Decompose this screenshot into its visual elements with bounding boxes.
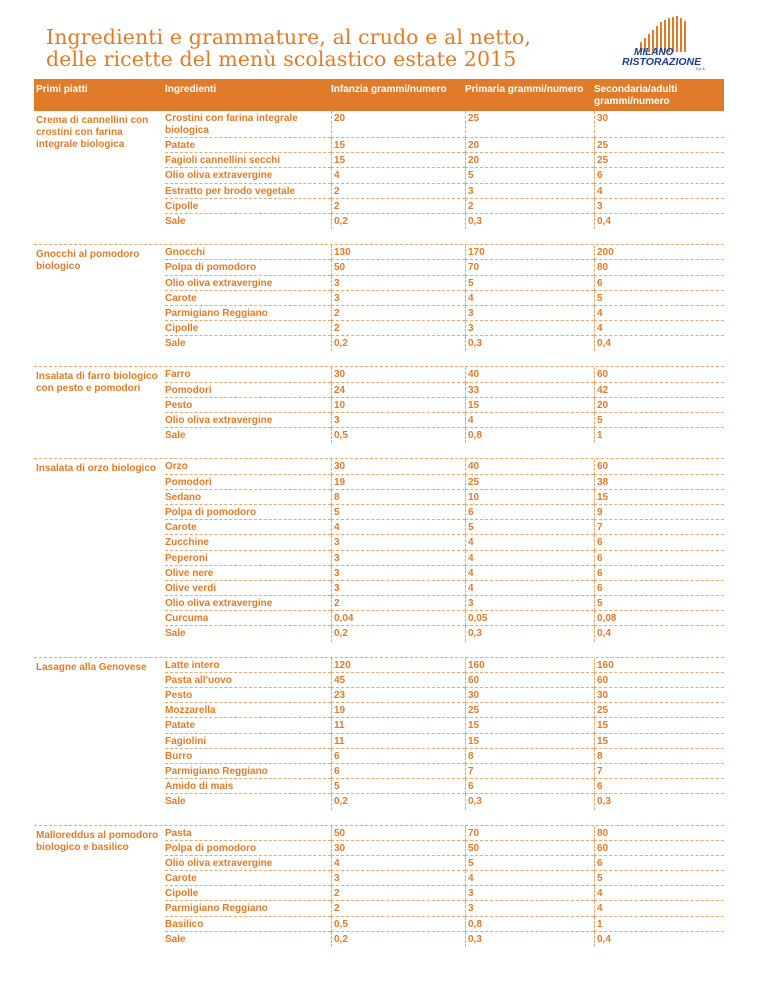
dish-name: Gnocchi al pomodoro biologico xyxy=(36,249,140,273)
primaria-value: 40 xyxy=(465,367,594,382)
ingredient-name: Cipolle xyxy=(165,199,331,214)
primaria-value: 4 xyxy=(465,413,594,428)
ingredient-name: Patate xyxy=(165,718,331,733)
secondaria-value: 25 xyxy=(594,153,724,168)
secondaria-value: 38 xyxy=(594,475,724,490)
table-row xyxy=(165,826,724,841)
table-header xyxy=(34,79,724,111)
primaria-value: 4 xyxy=(465,551,594,566)
dish-group xyxy=(34,826,724,948)
infanzia-value: 130 xyxy=(331,245,465,260)
primaria-value: 0,3 xyxy=(465,932,594,947)
ingredient-name: Pasta xyxy=(165,826,331,841)
primaria-value: 20 xyxy=(465,153,594,168)
table-row xyxy=(165,901,724,916)
infanzia-value: 50 xyxy=(331,826,465,841)
ingredient-name: Sedano xyxy=(165,490,331,505)
table-row xyxy=(165,321,724,336)
table-row xyxy=(165,367,724,382)
infanzia-value: 3 xyxy=(331,551,465,566)
primaria-value: 40 xyxy=(465,459,594,474)
table-row xyxy=(165,306,724,321)
infanzia-value: 3 xyxy=(331,566,465,581)
infanzia-value: 15 xyxy=(331,153,465,168)
infanzia-value: 2 xyxy=(331,184,465,199)
secondaria-value: 0,4 xyxy=(594,932,724,947)
secondaria-value: 6 xyxy=(594,856,724,871)
ingredient-name: Pesto xyxy=(165,688,331,703)
primaria-value: 0,3 xyxy=(465,794,594,809)
page-title xyxy=(46,26,566,70)
secondaria-value: 0,08 xyxy=(594,611,724,626)
infanzia-value: 0,2 xyxy=(331,932,465,947)
secondaria-value: 6 xyxy=(594,535,724,550)
primaria-value: 60 xyxy=(465,673,594,688)
table-row xyxy=(165,520,724,535)
infanzia-value: 20 xyxy=(331,111,465,138)
primaria-value: 5 xyxy=(465,276,594,291)
ingredient-name: Olio oliva extravergine xyxy=(165,168,331,183)
table-row xyxy=(165,917,724,932)
infanzia-value: 0,2 xyxy=(331,794,465,809)
infanzia-value: 45 xyxy=(331,673,465,688)
table-row xyxy=(165,794,724,809)
header-infanzia: Infanzia grammi/numero xyxy=(331,84,447,95)
ingredient-rows xyxy=(165,826,724,948)
secondaria-value: 25 xyxy=(594,138,724,153)
infanzia-value: 15 xyxy=(331,138,465,153)
ingredient-name: Polpa di pomodoro xyxy=(165,841,331,856)
primaria-value: 7 xyxy=(465,764,594,779)
table-row xyxy=(165,260,724,275)
secondaria-value: 80 xyxy=(594,260,724,275)
table-row xyxy=(165,490,724,505)
ingredient-name: Cipolle xyxy=(165,321,331,336)
ingredient-name: Pomodori xyxy=(165,383,331,398)
primaria-value: 3 xyxy=(465,184,594,199)
title-line-2: delle ricette del menù scolastico estate 2015 xyxy=(46,47,517,71)
dish-name: Lasagne alla Genovese xyxy=(36,661,147,673)
infanzia-value: 0,5 xyxy=(331,917,465,932)
table-row xyxy=(165,383,724,398)
infanzia-value: 3 xyxy=(331,871,465,886)
infanzia-value: 19 xyxy=(331,475,465,490)
ingredient-name: Patate xyxy=(165,138,331,153)
primaria-value: 4 xyxy=(465,566,594,581)
ingredient-name: Basilico xyxy=(165,917,331,932)
secondaria-value: 9 xyxy=(594,505,724,520)
table-row xyxy=(165,673,724,688)
group-spacer xyxy=(34,642,724,657)
header-primi-piatti: Primi piatti xyxy=(36,84,88,95)
infanzia-value: 5 xyxy=(331,779,465,794)
primaria-value: 8 xyxy=(465,749,594,764)
infanzia-value: 50 xyxy=(331,260,465,275)
dish-name: Crema di cannellini con crostini con farina integrale biologica xyxy=(36,115,149,150)
ingredient-rows xyxy=(165,459,724,641)
ingredient-name: Peperoni xyxy=(165,551,331,566)
infanzia-value: 11 xyxy=(331,718,465,733)
table-row xyxy=(165,764,724,779)
table-row xyxy=(165,734,724,749)
table-row xyxy=(165,626,724,641)
table-row xyxy=(165,153,724,168)
infanzia-value: 30 xyxy=(331,367,465,382)
ingredient-name: Sale xyxy=(165,796,186,808)
dish-group-row xyxy=(34,245,724,351)
dish-group xyxy=(34,245,724,367)
secondaria-value: 4 xyxy=(594,306,724,321)
secondaria-value: 5 xyxy=(594,596,724,611)
primaria-value: 160 xyxy=(465,658,594,673)
primaria-value: 30 xyxy=(465,688,594,703)
group-spacer xyxy=(34,351,724,366)
ingredient-name: Sale xyxy=(165,430,186,442)
table-row xyxy=(165,886,724,901)
table-row xyxy=(165,611,724,626)
primaria-value: 3 xyxy=(465,321,594,336)
primaria-value: 25 xyxy=(465,475,594,490)
secondaria-value: 4 xyxy=(594,901,724,916)
primaria-value: 25 xyxy=(465,703,594,718)
table-row xyxy=(165,168,724,183)
secondaria-value: 0,4 xyxy=(594,214,724,229)
ingredient-name: Polpa di pomodoro xyxy=(165,260,331,275)
secondaria-value: 30 xyxy=(594,111,724,138)
header-secondaria: Secondaria/adulti grammi/numero xyxy=(594,84,678,107)
infanzia-value: 3 xyxy=(331,291,465,306)
table-row xyxy=(165,413,724,428)
ingredient-name: Farro xyxy=(165,367,331,382)
secondaria-value: 42 xyxy=(594,383,724,398)
table-row xyxy=(165,291,724,306)
primaria-value: 6 xyxy=(465,779,594,794)
secondaria-value: 5 xyxy=(594,871,724,886)
ingredient-rows xyxy=(165,658,724,810)
ingredient-rows xyxy=(165,367,724,443)
group-spacer xyxy=(34,443,724,458)
primaria-value: 4 xyxy=(465,581,594,596)
infanzia-value: 3 xyxy=(331,581,465,596)
table-body xyxy=(34,111,724,947)
infanzia-value: 2 xyxy=(331,596,465,611)
ingredient-name: Olive verdi xyxy=(165,581,331,596)
secondaria-value: 0,3 xyxy=(594,794,724,809)
table-row xyxy=(165,779,724,794)
secondaria-value: 4 xyxy=(594,184,724,199)
infanzia-value: 2 xyxy=(331,886,465,901)
group-spacer xyxy=(34,810,724,825)
secondaria-value: 15 xyxy=(594,718,724,733)
ingredient-name: Amido di mais xyxy=(165,779,331,794)
table-row xyxy=(165,841,724,856)
infanzia-value: 19 xyxy=(331,703,465,718)
header-ingredienti: Ingredienti xyxy=(165,84,217,95)
secondaria-value: 20 xyxy=(594,398,724,413)
table-row xyxy=(165,871,724,886)
secondaria-value: 200 xyxy=(594,245,724,260)
ingredient-name: Burro xyxy=(165,749,331,764)
table-row xyxy=(165,856,724,871)
milano-ristorazione-logo xyxy=(614,14,714,74)
infanzia-value: 23 xyxy=(331,688,465,703)
ingredient-name: Parmigiano Reggiano xyxy=(165,764,331,779)
dish-name: Insalata di orzo biologico xyxy=(36,463,157,475)
infanzia-value: 2 xyxy=(331,306,465,321)
ingredient-name: Olio oliva extravergine xyxy=(165,596,331,611)
infanzia-value: 0,2 xyxy=(331,336,465,351)
infanzia-value: 0,2 xyxy=(331,626,465,641)
infanzia-value: 30 xyxy=(331,459,465,474)
dish-group-row xyxy=(34,111,724,229)
ingredient-name: Sale xyxy=(165,338,186,350)
table-row xyxy=(165,184,724,199)
table-row xyxy=(165,245,724,260)
ingredient-name: Carote xyxy=(165,871,331,886)
primaria-value: 0,3 xyxy=(465,626,594,641)
ingredient-name: Fagioli cannellini secchi xyxy=(165,153,331,168)
infanzia-value: 3 xyxy=(331,535,465,550)
primaria-value: 15 xyxy=(465,398,594,413)
primaria-value: 5 xyxy=(465,520,594,535)
table-row xyxy=(165,688,724,703)
recipe-table xyxy=(34,79,724,947)
ingredient-rows xyxy=(165,245,724,351)
primaria-value: 0,3 xyxy=(465,336,594,351)
ingredient-name: Parmigiano Reggiano xyxy=(165,306,331,321)
ingredient-name: Sale xyxy=(165,933,186,945)
ingredient-name: Latte intero xyxy=(165,658,331,673)
infanzia-value: 11 xyxy=(331,734,465,749)
ingredient-name: Carote xyxy=(165,291,331,306)
secondaria-value: 15 xyxy=(594,734,724,749)
primaria-value: 3 xyxy=(465,306,594,321)
infanzia-value: 24 xyxy=(331,383,465,398)
primaria-value: 4 xyxy=(465,535,594,550)
ingredient-name: Olio oliva extravergine xyxy=(165,856,331,871)
primaria-value: 4 xyxy=(465,871,594,886)
table-row xyxy=(165,111,724,138)
secondaria-value: 8 xyxy=(594,749,724,764)
ingredient-name: Sale xyxy=(165,628,186,640)
secondaria-value: 5 xyxy=(594,291,724,306)
primaria-value: 70 xyxy=(465,260,594,275)
table-row xyxy=(165,703,724,718)
secondaria-value: 160 xyxy=(594,658,724,673)
table-row xyxy=(165,551,724,566)
primaria-value: 50 xyxy=(465,841,594,856)
secondaria-value: 25 xyxy=(594,703,724,718)
primaria-value: 170 xyxy=(465,245,594,260)
secondaria-value: 60 xyxy=(594,841,724,856)
primaria-value: 0,3 xyxy=(465,214,594,229)
secondaria-value: 6 xyxy=(594,779,724,794)
ingredient-name: Sale xyxy=(165,215,186,227)
primaria-value: 70 xyxy=(465,826,594,841)
ingredient-name: Orzo xyxy=(165,459,331,474)
ingredient-name: Zucchine xyxy=(165,535,331,550)
ingredient-name: Olive nere xyxy=(165,566,331,581)
secondaria-value: 60 xyxy=(594,459,724,474)
logo-text-ristorazione: RISTORAZIONE xyxy=(622,56,702,68)
ingredient-name: Estratto per brodo vegetale xyxy=(165,184,331,199)
infanzia-value: 2 xyxy=(331,321,465,336)
dish-group xyxy=(34,367,724,459)
ingredient-name: Pasta all'uovo xyxy=(165,673,331,688)
infanzia-value: 0,5 xyxy=(331,428,465,443)
primaria-value: 0,05 xyxy=(465,611,594,626)
secondaria-value: 15 xyxy=(594,490,724,505)
dish-name: Malloreddus al pomodoro biologico e basilico xyxy=(36,829,159,853)
table-row xyxy=(165,214,724,229)
table-row xyxy=(165,566,724,581)
infanzia-value: 2 xyxy=(331,901,465,916)
table-row xyxy=(165,535,724,550)
infanzia-value: 4 xyxy=(331,856,465,871)
infanzia-value: 5 xyxy=(331,505,465,520)
dish-group-row xyxy=(34,367,724,443)
table-row xyxy=(165,749,724,764)
table-row xyxy=(165,658,724,673)
infanzia-value: 30 xyxy=(331,841,465,856)
table-row xyxy=(165,581,724,596)
secondaria-value: 30 xyxy=(594,688,724,703)
logo-text-spa: S.p.A. xyxy=(696,67,706,71)
infanzia-value: 120 xyxy=(331,658,465,673)
infanzia-value: 4 xyxy=(331,168,465,183)
secondaria-value: 6 xyxy=(594,276,724,291)
primaria-value: 5 xyxy=(465,168,594,183)
primaria-value: 25 xyxy=(465,111,594,138)
ingredient-name: Crostini con farina integrale biologica xyxy=(165,111,331,138)
secondaria-value: 6 xyxy=(594,566,724,581)
primaria-value: 0,8 xyxy=(465,428,594,443)
ingredient-name: Parmigiano Reggiano xyxy=(165,901,331,916)
primaria-value: 0,8 xyxy=(465,917,594,932)
secondaria-value: 6 xyxy=(594,168,724,183)
ingredient-name: Gnocchi xyxy=(165,245,331,260)
ingredient-name: Carote xyxy=(165,520,331,535)
infanzia-value: 3 xyxy=(331,413,465,428)
logo-text-milano: MILANO xyxy=(634,47,674,58)
ingredient-name: Mozzarella xyxy=(165,703,331,718)
secondaria-value: 6 xyxy=(594,581,724,596)
ingredient-name: Olio oliva extravergine xyxy=(165,276,331,291)
primaria-value: 2 xyxy=(465,199,594,214)
secondaria-value: 1 xyxy=(594,428,724,443)
table-row xyxy=(165,138,724,153)
table-row xyxy=(165,475,724,490)
primaria-value: 33 xyxy=(465,383,594,398)
table-row xyxy=(165,718,724,733)
table-row xyxy=(165,276,724,291)
infanzia-value: 2 xyxy=(331,199,465,214)
infanzia-value: 6 xyxy=(331,764,465,779)
table-row xyxy=(165,336,724,351)
secondaria-value: 60 xyxy=(594,673,724,688)
ingredient-name: Olio oliva extravergine xyxy=(165,413,331,428)
dish-group-row xyxy=(34,826,724,948)
primaria-value: 10 xyxy=(465,490,594,505)
dish-group-row xyxy=(34,658,724,810)
infanzia-value: 10 xyxy=(331,398,465,413)
logo-graphic xyxy=(614,14,714,74)
ingredient-name: Pomodori xyxy=(165,475,331,490)
primaria-value: 15 xyxy=(465,718,594,733)
infanzia-value: 4 xyxy=(331,520,465,535)
dish-group-row xyxy=(34,459,724,641)
secondaria-value: 7 xyxy=(594,764,724,779)
table-row xyxy=(165,398,724,413)
primaria-value: 3 xyxy=(465,901,594,916)
table-row xyxy=(165,505,724,520)
primaria-value: 3 xyxy=(465,886,594,901)
secondaria-value: 1 xyxy=(594,917,724,932)
dish-group xyxy=(34,459,724,657)
secondaria-value: 80 xyxy=(594,826,724,841)
table-row xyxy=(165,459,724,474)
ingredient-name: Fagiolini xyxy=(165,734,331,749)
table-row xyxy=(165,596,724,611)
infanzia-value: 3 xyxy=(331,276,465,291)
secondaria-value: 7 xyxy=(594,520,724,535)
ingredient-name: Pesto xyxy=(165,398,331,413)
secondaria-value: 4 xyxy=(594,886,724,901)
secondaria-value: 60 xyxy=(594,367,724,382)
ingredient-name: Curcuma xyxy=(165,611,331,626)
header-primaria: Primaria grammi/numero xyxy=(465,84,584,95)
group-spacer xyxy=(34,229,724,244)
ingredient-name: Cipolle xyxy=(165,886,331,901)
dish-group xyxy=(34,111,724,245)
primaria-value: 5 xyxy=(465,856,594,871)
primaria-value: 20 xyxy=(465,138,594,153)
dish-name: Insalata di farro biologico con pesto e pomodori xyxy=(36,371,158,395)
ingredient-name: Polpa di pomodoro xyxy=(165,505,331,520)
secondaria-value: 4 xyxy=(594,321,724,336)
title-line-1: Ingredienti e grammature, al crudo e al netto, xyxy=(46,25,531,49)
secondaria-value: 6 xyxy=(594,551,724,566)
table-row xyxy=(165,932,724,947)
primaria-value: 3 xyxy=(465,596,594,611)
secondaria-value: 3 xyxy=(594,199,724,214)
secondaria-value: 5 xyxy=(594,413,724,428)
primaria-value: 6 xyxy=(465,505,594,520)
ingredient-rows xyxy=(165,111,724,229)
secondaria-value: 0,4 xyxy=(594,626,724,641)
primaria-value: 15 xyxy=(465,734,594,749)
infanzia-value: 6 xyxy=(331,749,465,764)
infanzia-value: 0,04 xyxy=(331,611,465,626)
table-row xyxy=(165,199,724,214)
table-row xyxy=(165,428,724,443)
primaria-value: 4 xyxy=(465,291,594,306)
secondaria-value: 0,4 xyxy=(594,336,724,351)
infanzia-value: 8 xyxy=(331,490,465,505)
dish-group xyxy=(34,658,724,826)
infanzia-value: 0,2 xyxy=(331,214,465,229)
